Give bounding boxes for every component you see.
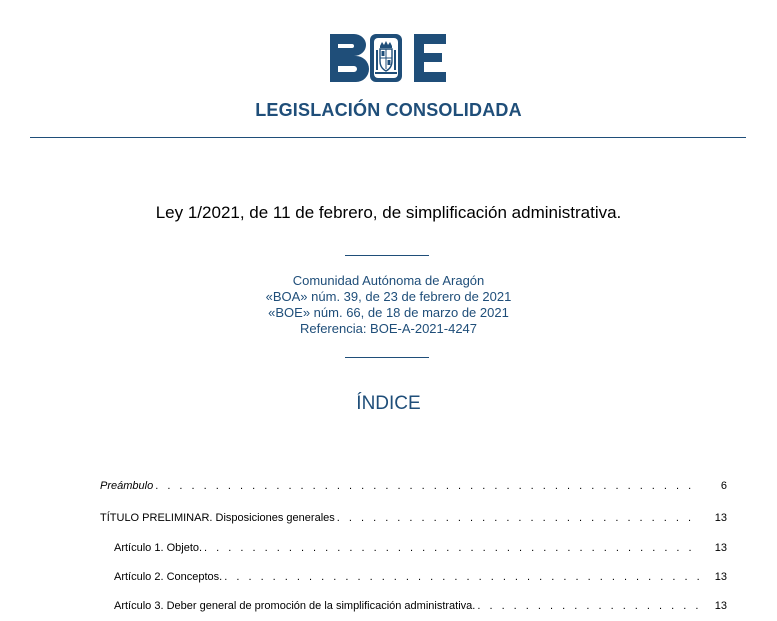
meta-community: Comunidad Autónoma de Aragón xyxy=(292,273,485,288)
toc-leader-dots xyxy=(204,542,699,554)
toc-entry-label: Artículo 1. Objeto. xyxy=(114,542,203,554)
header-title: LEGISLACIÓN CONSOLIDADA xyxy=(255,100,522,120)
toc-entry-label: Preámbulo xyxy=(100,480,154,492)
index-heading: ÍNDICE xyxy=(356,393,421,414)
toc-entry-page: 13 xyxy=(714,600,727,612)
toc-entry-page: 13 xyxy=(714,571,727,583)
toc-entry-titulo-preliminar[interactable] xyxy=(100,512,727,528)
toc-leader-dots xyxy=(155,480,699,492)
meta-divider-top xyxy=(345,255,429,256)
toc-entry-page: 13 xyxy=(714,542,727,554)
meta-boa: «BOA» núm. 39, de 23 de febrero de 2021 xyxy=(265,289,512,304)
toc-entry-articulo-1[interactable] xyxy=(100,542,727,558)
document-metadata xyxy=(0,273,777,337)
boe-logo-graphic xyxy=(330,34,446,82)
toc-entry-articulo-2[interactable] xyxy=(100,571,727,587)
toc-entry-label: Artículo 3. Deber general de promoción de la simplificación administrativa. xyxy=(114,600,476,612)
meta-boe: «BOE» núm. 66, de 18 de marzo de 2021 xyxy=(268,305,509,320)
meta-divider-bottom xyxy=(345,357,429,358)
toc-leader-dots xyxy=(477,600,699,612)
toc-entry-label: TÍTULO PRELIMINAR. Disposiciones generales xyxy=(100,512,335,524)
toc-entry-preambulo[interactable] xyxy=(100,480,727,496)
meta-reference: Referencia: BOE-A-2021-4247 xyxy=(299,321,478,336)
toc-entry-page: 6 xyxy=(720,480,727,492)
toc-leader-dots xyxy=(337,512,699,524)
toc-leader-dots xyxy=(224,571,699,583)
document-title: Ley 1/2021, de 11 de febrero, de simplificación administrativa. xyxy=(155,203,622,222)
header-divider xyxy=(30,137,746,138)
toc-entry-articulo-3[interactable] xyxy=(100,600,727,616)
toc-entry-label: Artículo 2. Conceptos. xyxy=(114,571,223,583)
toc-entry-page: 13 xyxy=(714,512,727,524)
boe-logo xyxy=(330,34,446,82)
